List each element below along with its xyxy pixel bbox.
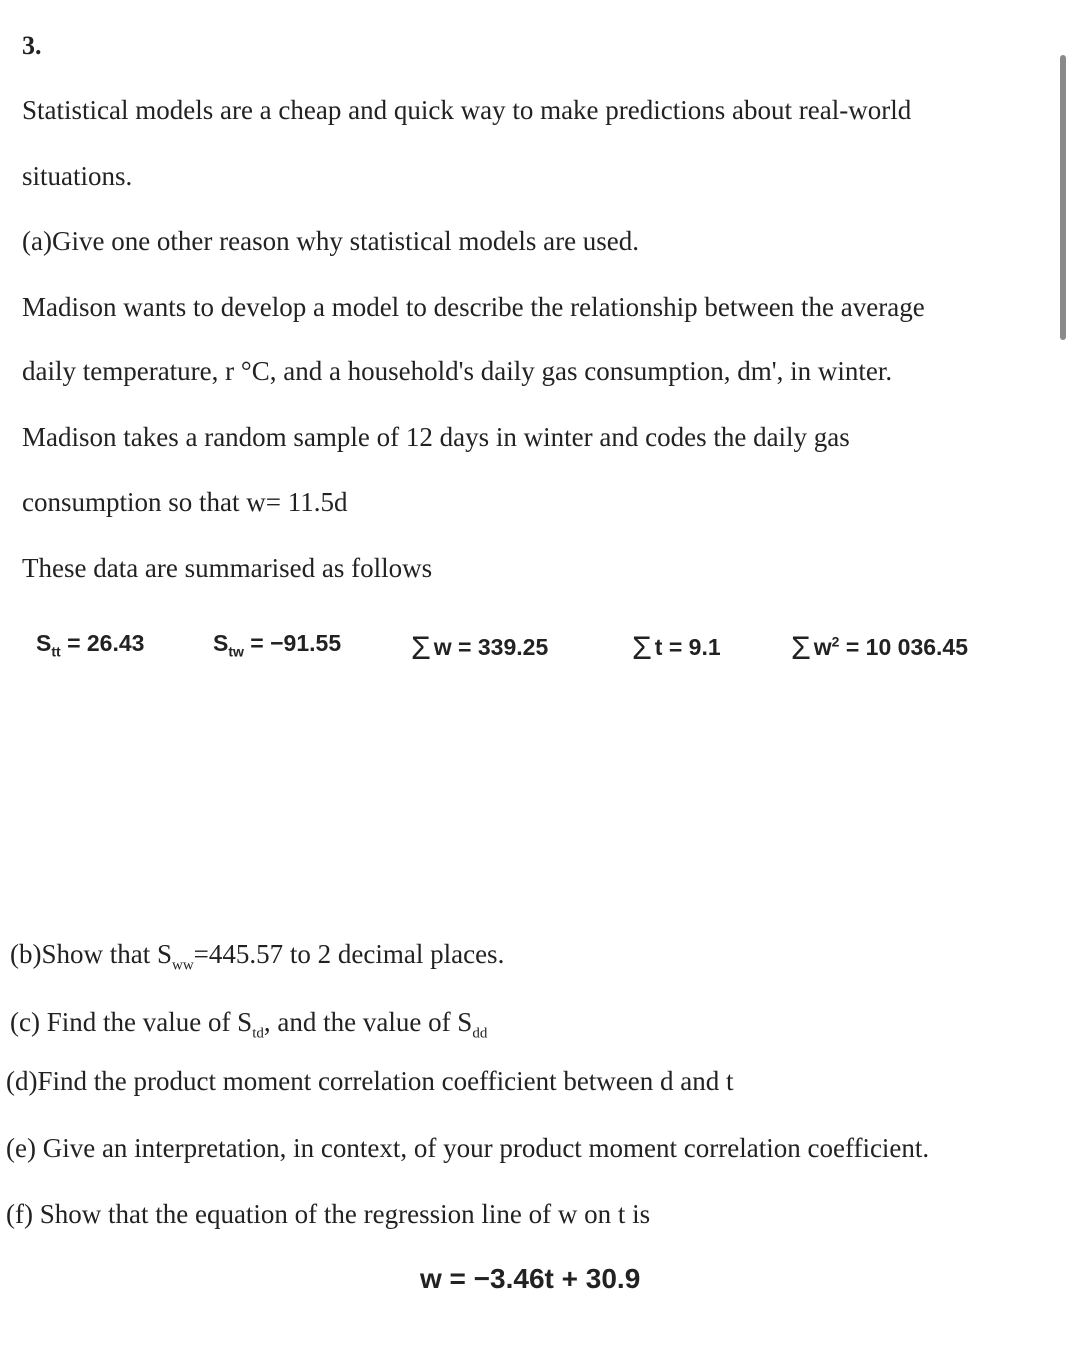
scrollbar[interactable]: [1060, 55, 1066, 340]
context-line-2: daily temperature, r °C, and a household's daily gas consumption, dm', in winter.: [22, 356, 893, 386]
stat-sum-t-value: t = 9.1: [654, 634, 721, 660]
stat-stt: [36, 630, 144, 660]
part-b-prefix: (b)Show that S: [10, 939, 172, 969]
stat-sum-w2-value: = 10 036.45: [845, 634, 969, 660]
stat-stt-label: S: [36, 630, 52, 656]
stat-stw-label: S: [213, 630, 229, 656]
context-line-4: consumption so that w= 11.5d: [22, 487, 348, 517]
part-b-sub: ww: [172, 957, 194, 974]
sigma-symbol: Σ: [632, 630, 652, 666]
stat-stt-sub: tt: [51, 643, 61, 660]
sigma-symbol: Σ: [411, 630, 431, 666]
part-c: [10, 1009, 487, 1041]
part-f: (f) Show that the equation of the regression line of w on t is: [6, 1199, 651, 1229]
part-a: (a)Give one other reason why statistical models are used.: [22, 226, 640, 256]
stat-sum-w-value: w = 339.25: [433, 634, 549, 660]
stat-sum-w: [411, 630, 548, 667]
part-b: [10, 941, 504, 973]
stat-stw-sub: tw: [228, 643, 244, 660]
part-e: (e) Give an interpretation, in context, of your product moment correlation coefficient.: [6, 1133, 930, 1163]
stat-sum-w2-exp: 2: [831, 633, 840, 650]
intro-line-1: Statistical models are a cheap and quick way to make predictions about real-world: [22, 95, 912, 125]
stat-sum-w2-var: w: [813, 634, 832, 660]
sigma-symbol: Σ: [791, 630, 811, 666]
part-b-suffix: =445.57 to 2 decimal places.: [193, 939, 505, 969]
part-c-sub2: dd: [472, 1025, 488, 1042]
part-d: (d)Find the product moment correlation coefficient between d and t: [6, 1066, 734, 1096]
part-c-prefix: (c) Find the value of S: [10, 1007, 253, 1037]
stat-sum-w2: [791, 630, 968, 667]
regression-equation: w = −3.46t + 30.9: [420, 1263, 641, 1294]
part-c-sub1: td: [252, 1025, 264, 1042]
question-number: 3.: [22, 31, 42, 60]
stat-stw-value: = −91.55: [250, 630, 342, 656]
part-c-mid: , and the value of S: [263, 1007, 473, 1037]
context-line-1: Madison wants to develop a model to describe the relationship between the average: [22, 292, 925, 322]
stat-sum-t: [632, 630, 721, 667]
stat-stw: [213, 630, 341, 660]
intro-line-2: situations.: [22, 161, 133, 191]
context-line-3: Madison takes a random sample of 12 days in winter and codes the daily gas: [22, 422, 850, 452]
stat-stt-value: = 26.43: [67, 630, 145, 656]
context-line-5: These data are summarised as follows: [22, 553, 433, 583]
